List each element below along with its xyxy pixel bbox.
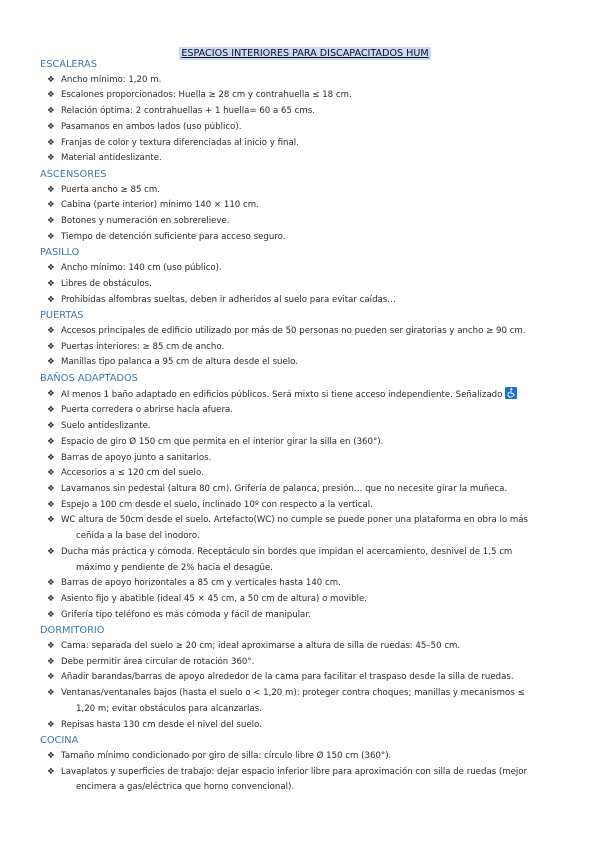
wheelchair-icon [505,387,517,399]
section-heading-escaleras: ESCALERAS [40,59,97,70]
diamond-bullet-icon: ❖ [47,593,55,604]
list-item-text: Franjas de color y textura diferenciadas al inicio y final. [61,137,299,148]
diamond-bullet-icon: ❖ [47,578,55,589]
list-item-text: Lavamanos sin pedestal (altura 80 cm). Grifería de palanca, presión… que no necesite girar la muñeca. [61,483,508,494]
list-item [40,435,564,451]
list-item-text: Accesos principales de edificio utilizado por más de 50 personas no pueden ser giratorias y ancho ≥ 90 cm. [61,325,526,336]
list-item [40,104,564,120]
list-item-text: Relación óptima: 2 contrahuellas + 1 huella= 60 a 65 cms. [61,106,315,117]
list-item-text: Cabina (parte interior) mínimo 140 × 110 cm. [61,200,259,211]
section-list [40,639,564,733]
list-item-text: Ancho mínimo: 1,20 m. [61,74,162,85]
section-list [40,73,564,167]
list-item [40,261,564,277]
diamond-bullet-icon: ❖ [47,546,55,557]
list-item [40,120,564,136]
diamond-bullet-icon: ❖ [47,452,55,463]
list-item [40,718,564,734]
diamond-bullet-icon: ❖ [47,263,55,274]
list-item-text: Suelo antideslizante. [61,421,151,432]
list-item [40,686,564,717]
diamond-bullet-icon: ❖ [47,750,55,761]
list-item-text: Libres de obstáculos. [61,278,152,289]
list-item [40,293,564,309]
section-heading-puertas: PUERTAS [40,310,84,322]
diamond-bullet-icon: ❖ [47,294,55,305]
diamond-bullet-icon: ❖ [47,719,55,730]
list-item [40,198,564,214]
section-heading-pasillo: PASILLO [40,247,80,259]
diamond-bullet-icon: ❖ [47,766,55,777]
list-item [40,608,564,624]
list-item [40,592,564,608]
list-item-text: Puertas interiores: ≥ 85 cm de ancho. [61,341,225,352]
list-item [40,324,564,340]
diamond-bullet-icon: ❖ [47,278,55,289]
list-item-text: Tamaño mínimo condicionado por giro de silla: círculo libre Ø 150 cm (360°). [61,750,392,761]
diamond-bullet-icon: ❖ [47,436,55,447]
list-item-text: Pasamanos en ambos lados (uso público). [61,121,242,132]
diamond-bullet-icon: ❖ [47,672,55,683]
list-item [40,545,564,576]
section-heading-cocina: COCINA [40,735,79,747]
diamond-bullet-icon: ❖ [47,515,55,526]
list-item [40,513,564,544]
list-item-text: Añadir barandas/barras de apoyo alrededor de la cama para facilitar el traspaso desde la silla de ruedas. [61,672,514,683]
list-item-text: Accesorios a ≤ 120 cm del suelo. [61,468,204,479]
diamond-bullet-icon: ❖ [47,325,55,336]
list-item-text: Debe permitir área circular de rotación 360°. [61,656,255,667]
diamond-bullet-icon: ❖ [47,483,55,494]
list-item-text-continued: ceñida a la base del inodoro. [76,531,200,542]
list-item-text: Grifería tipo teléfono es más cómoda y fácil de manipular. [61,609,311,620]
diamond-bullet-icon: ❖ [47,388,55,399]
list-item [40,151,564,167]
list-item [40,498,564,514]
list-item [40,136,564,152]
list-item-text: Tiempo de detención suficiente para acceso seguro. [61,231,286,242]
diamond-bullet-icon: ❖ [47,231,55,242]
diamond-bullet-icon: ❖ [47,106,55,117]
diamond-bullet-icon: ❖ [47,137,55,148]
list-item-text: Ducha más práctica y cómoda. Receptáculo sin bordes que impidan el acercamiento, desnivel de 1,5 cm [61,546,513,557]
list-item-text-continued: 1,20 m; evitar obstáculos para alcanzarlas. [76,703,262,714]
section-list [40,183,564,246]
sections-container [40,57,564,796]
list-item-text: Al menos 1 baño adaptado en edificios públicos. Será mixto si tiene acceso independiente. Señalizado [61,389,503,400]
list-item-text: Ancho mínimo: 140 cm (uso público). [61,263,222,274]
list-item [40,183,564,199]
list-item-text: WC altura de 50cm desde el suelo. Artefacto(WC) no cumple se puede poner una plataforma en obra lo más [61,515,528,526]
list-item [40,482,564,498]
list-item-text-continued: encimera a gas/eléctrica que horno convencional). [76,782,295,793]
list-item [40,670,564,686]
diamond-bullet-icon: ❖ [47,184,55,195]
list-item-text: Puerta ancho ≥ 85 cm. [61,184,160,195]
list-item-text: Barras de apoyo junto a sanitarios. [61,452,212,463]
list-item [40,340,564,356]
list-item-text: Material antideslizante. [61,153,162,164]
list-item-text-continued: máximo y pendiente de 2% hacia el desagüe. [76,562,273,573]
section-heading-ascensores: ASCENSORES [40,168,107,180]
list-item-text: Puerta corredera o abrirse hacia afuera. [61,405,233,416]
list-item-text: Escalones proporcionados: Huella ≥ 28 cm y contrahuella ≤ 18 cm. [61,90,352,101]
list-item [40,655,564,671]
list-item [40,277,564,293]
diamond-bullet-icon: ❖ [47,688,55,699]
diamond-bullet-icon: ❖ [47,153,55,164]
list-item [40,639,564,655]
list-item-text: Espacio de giro Ø 150 cm que permita en el interior girar la silla en (360°). [61,436,384,447]
section-heading-dormitorio: DORMITORIO [40,625,105,637]
diamond-bullet-icon: ❖ [47,421,55,432]
list-item [40,419,564,435]
diamond-bullet-icon: ❖ [47,357,55,368]
list-item [40,451,564,467]
section-list [40,324,564,371]
section-heading-banos-adaptados: BAÑOS ADAPTADOS [40,373,138,385]
diamond-bullet-icon: ❖ [47,74,55,85]
list-item [40,230,564,246]
list-item-text: Asiento fijo y abatible (ideal 45 × 45 cm, a 50 cm de altura) o movible. [61,593,368,604]
list-item-text: Repisas hasta 130 cm desde el nivel del suelo. [61,719,262,730]
diamond-bullet-icon: ❖ [47,609,55,620]
list-item-text: Espejo a 100 cm desde el suelo, inclinado 10º con respecto a la vertical. [61,499,373,510]
title-wrap [46,41,564,57]
diamond-bullet-icon: ❖ [47,641,55,652]
document-title: ESPACIOS INTERIORES PARA DISCAPACITADOS HUM [181,48,429,59]
list-item [40,355,564,371]
list-item-text: Barras de apoyo horizontales a 85 cm y verticales hasta 140 cm. [61,578,341,589]
list-item [40,73,564,89]
diamond-bullet-icon: ❖ [47,216,55,227]
diamond-bullet-icon: ❖ [47,405,55,416]
list-item-text: Ventanas/ventanales bajos (hasta el suelo o < 1,20 m): proteger contra choques; manillas y mecanismos ≤ [61,688,525,699]
list-item [40,749,564,765]
list-item-text: Manillas tipo palanca a 95 cm de altura desde el suelo. [61,357,299,368]
diamond-bullet-icon: ❖ [47,468,55,479]
list-item-text: Cama: separada del suelo ≥ 20 cm; ideal aproximarse a altura de silla de ruedas: 45–50 cm. [61,641,461,652]
list-item [40,765,564,796]
diamond-bullet-icon: ❖ [47,121,55,132]
list-item-text: Lavaplatos y superficies de trabajo: dejar espacio inferior libre para aproximación con silla de ruedas (mejor [61,766,528,777]
section-list [40,387,564,624]
list-item [40,403,564,419]
diamond-bullet-icon: ❖ [47,90,55,101]
list-item-text: Prohibidas alfombras sueltas, deben ir adheridos al suelo para evitar caídas… [61,294,396,305]
list-item [40,214,564,230]
diamond-bullet-icon: ❖ [47,341,55,352]
list-item [40,466,564,482]
list-item [40,387,564,404]
section-list [40,261,564,308]
list-item-text: Botones y numeración en sobrerelieve. [61,216,230,227]
diamond-bullet-icon: ❖ [47,656,55,667]
list-item [40,88,564,104]
section-list [40,749,564,796]
diamond-bullet-icon: ❖ [47,200,55,211]
list-item [40,576,564,592]
diamond-bullet-icon: ❖ [47,499,55,510]
